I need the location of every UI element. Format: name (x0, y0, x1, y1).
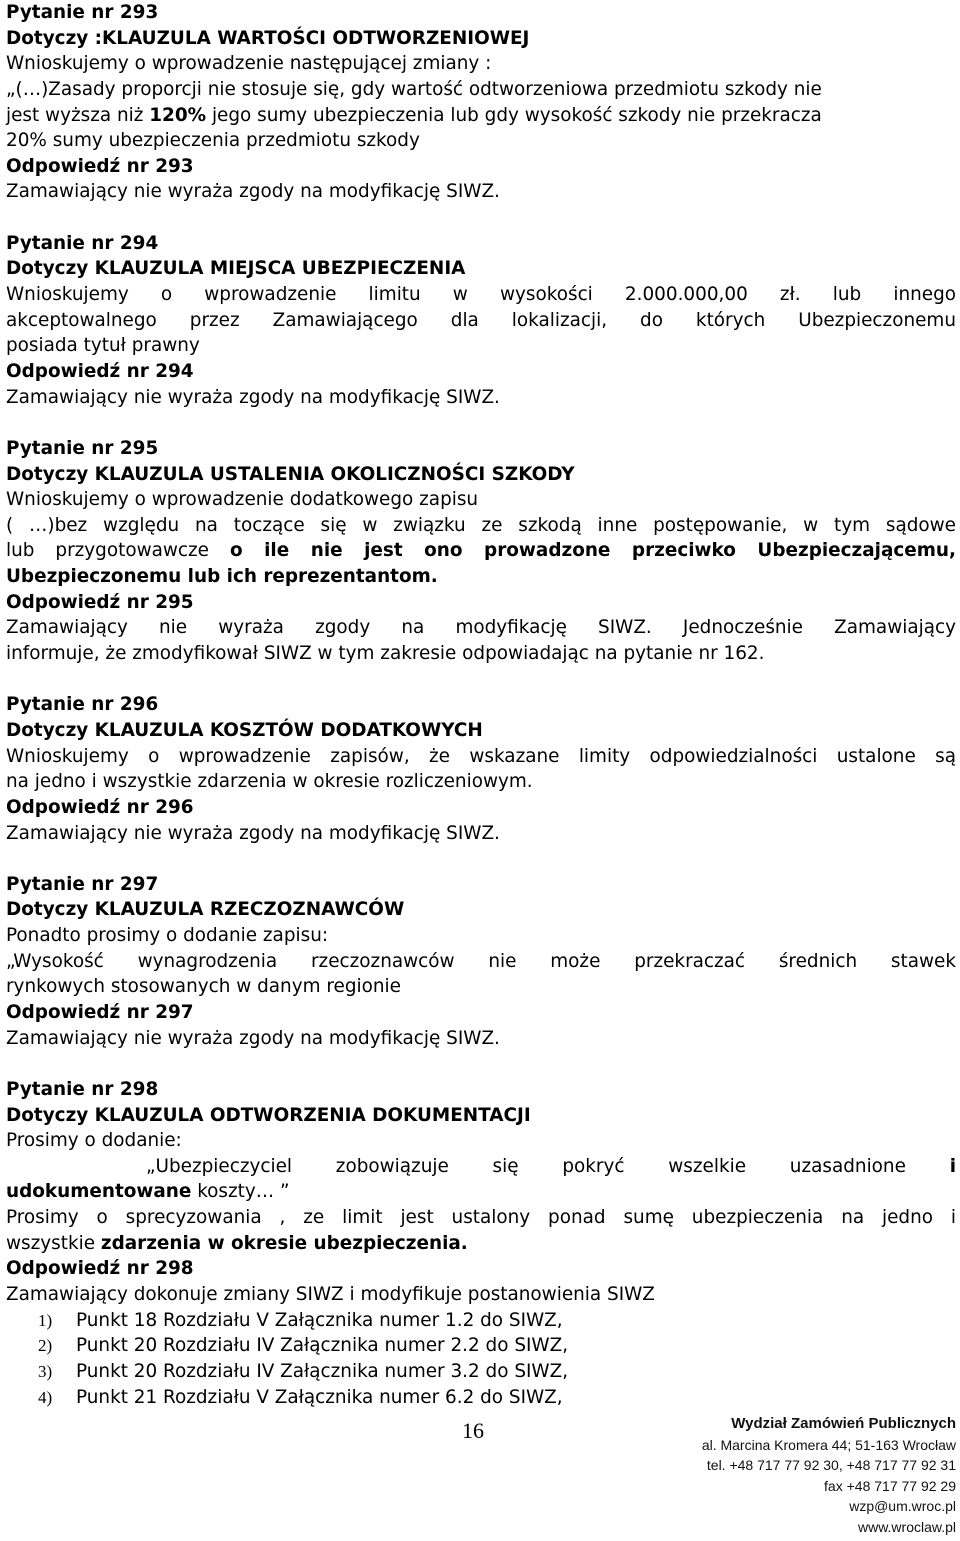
answer-text: informuje, że zmodyfikował SIWZ w tym zakresie odpowiadając na pytanie nr 162. (6, 643, 765, 665)
list-item: 4) Punkt 21 Rozdziału V Załącznika numer 6.2 do SIWZ, (38, 1386, 563, 1408)
question-text: Wnioskujemy o wprowadzenie limitu w wysokości 2.000.000,00 zł. lub innego (6, 284, 956, 306)
question-text: Ponadto prosimy o dodanie zapisu: (6, 925, 329, 947)
question-text: udokumentowane koszty… ” (6, 1181, 290, 1203)
question-text: 20% sumy ubezpieczenia przedmiotu szkody (6, 130, 420, 152)
footer-email: wzp@um.wroc.pl (849, 1498, 956, 1514)
question-text: Ubezpieczonemu lub ich reprezentantom. (6, 566, 438, 588)
question-subject: Dotyczy KLAUZULA ODTWORZENIA DOKUMENTACJI (6, 1104, 531, 1126)
question-text: ( …)bez względu na toczące się w związku ze szkodą inne postępowanie, w tym sądowe (6, 514, 956, 536)
question-title: Pytanie nr 298 (6, 1078, 159, 1100)
question-text: rynkowych stosowanych w danym regionie (6, 976, 401, 998)
answer-text: Zamawiający dokonuje zmiany SIWZ i modyfikuje postanowienia SIWZ (6, 1284, 655, 1306)
question-subject: Dotyczy :KLAUZULA WARTOŚCI ODTWORZENIOWEJ (6, 27, 530, 49)
question-title: Pytanie nr 293 (6, 2, 159, 23)
answer-title: Odpowiedź nr 296 (6, 796, 194, 818)
answer-text: Zamawiający nie wyraża zgody na modyfikację SIWZ. (6, 181, 500, 203)
answer-text: Zamawiający nie wyraża zgody na modyfikację SIWZ. (6, 822, 500, 844)
question-text: „Wysokość wynagrodzenia rzeczoznawców nie może przekraczać średnich stawek (6, 950, 956, 972)
list-item: 1) Punkt 18 Rozdziału V Załącznika numer 1.2 do SIWZ, (38, 1309, 563, 1331)
question-text: wszystkie zdarzenia w okresie ubezpieczenia. (6, 1232, 468, 1254)
question-subject: Dotyczy KLAUZULA USTALENIA OKOLICZNOŚCI SZKODY (6, 463, 575, 485)
footer-contact (702, 1414, 956, 1537)
page-number: 16 (462, 1418, 484, 1443)
question-text: Prosimy o dodanie: (6, 1130, 182, 1152)
question-text: „(…)Zasady proporcji nie stosuje się, gdy wartość odtworzeniowa przedmiotu szkody nie (6, 78, 822, 100)
answer-text: Zamawiający nie wyraża zgody na modyfikację SIWZ. Jednocześnie Zamawiający (6, 617, 956, 639)
question-title: Pytanie nr 296 (6, 694, 159, 716)
answer-title: Odpowiedź nr 294 (6, 360, 194, 382)
question-text: Wnioskujemy o wprowadzenie dodatkowego zapisu (6, 489, 479, 511)
question-subject: Dotyczy KLAUZULA KOSZTÓW DODATKOWYCH (6, 719, 483, 741)
list-item: 2) Punkt 20 Rozdziału IV Załącznika numer 2.2 do SIWZ, (38, 1335, 569, 1357)
question-title: Pytanie nr 297 (6, 873, 159, 895)
question-text: „Ubezpieczyciel zobowiązuje się pokryć wszelkie uzasadnione i (146, 1155, 956, 1177)
question-title: Pytanie nr 295 (6, 437, 159, 459)
answer-title: Odpowiedź nr 295 (6, 591, 194, 613)
question-text: posiada tytuł prawny (6, 335, 200, 357)
question-text: na jedno i wszystkie zdarzenia w okresie rozliczeniowym. (6, 771, 533, 793)
question-text: jest wyższa niż 120% jego sumy ubezpieczenia lub gdy wysokość szkody nie przekracza (6, 104, 822, 126)
footer-org: Wydział Zamówień Publicznych (731, 1415, 956, 1432)
question-text: Prosimy o sprecyzowania , ze limit jest ustalony ponad sumę ubezpieczenia na jedno i (6, 1207, 956, 1229)
question-text: akceptowalnego przez Zamawiającego dla lokalizacji, do których Ubezpieczonemu (6, 309, 956, 331)
question-title: Pytanie nr 294 (6, 232, 159, 254)
answer-title: Odpowiedź nr 293 (6, 155, 194, 177)
document-body (6, 0, 956, 1410)
list-item: 3) Punkt 20 Rozdziału IV Załącznika numer 3.2 do SIWZ, (38, 1360, 569, 1382)
answer-title: Odpowiedź nr 297 (6, 1001, 194, 1023)
footer-web: www.wroclaw.pl (857, 1518, 956, 1535)
answer-text: Zamawiający nie wyraża zgody na modyfikację SIWZ. (6, 1027, 500, 1049)
question-subject: Dotyczy KLAUZULA RZECZOZNAWCÓW (6, 899, 405, 921)
footer-address: al. Marcina Kromera 44; 51-163 Wrocław (701, 1436, 956, 1453)
question-text: Wnioskujemy o wprowadzenie następującej zmiany : (6, 53, 492, 75)
question-text: Wnioskujemy o wprowadzenie zapisów, że wskazane limity odpowiedzialności ustalone są (6, 745, 956, 767)
footer-fax: fax +48 717 77 92 29 (824, 1477, 956, 1494)
footer-tel: tel. +48 717 77 92 30, +48 717 77 92 31 (706, 1457, 956, 1473)
question-subject: Dotyczy KLAUZULA MIEJSCA UBEZPIECZENIA (6, 258, 466, 280)
answer-title: Odpowiedź nr 298 (6, 1258, 194, 1280)
answer-text: Zamawiający nie wyraża zgody na modyfikację SIWZ. (6, 386, 500, 408)
question-text: lub przygotowawcze o ile nie jest ono prowadzone przeciwko Ubezpieczającemu, (6, 540, 956, 562)
